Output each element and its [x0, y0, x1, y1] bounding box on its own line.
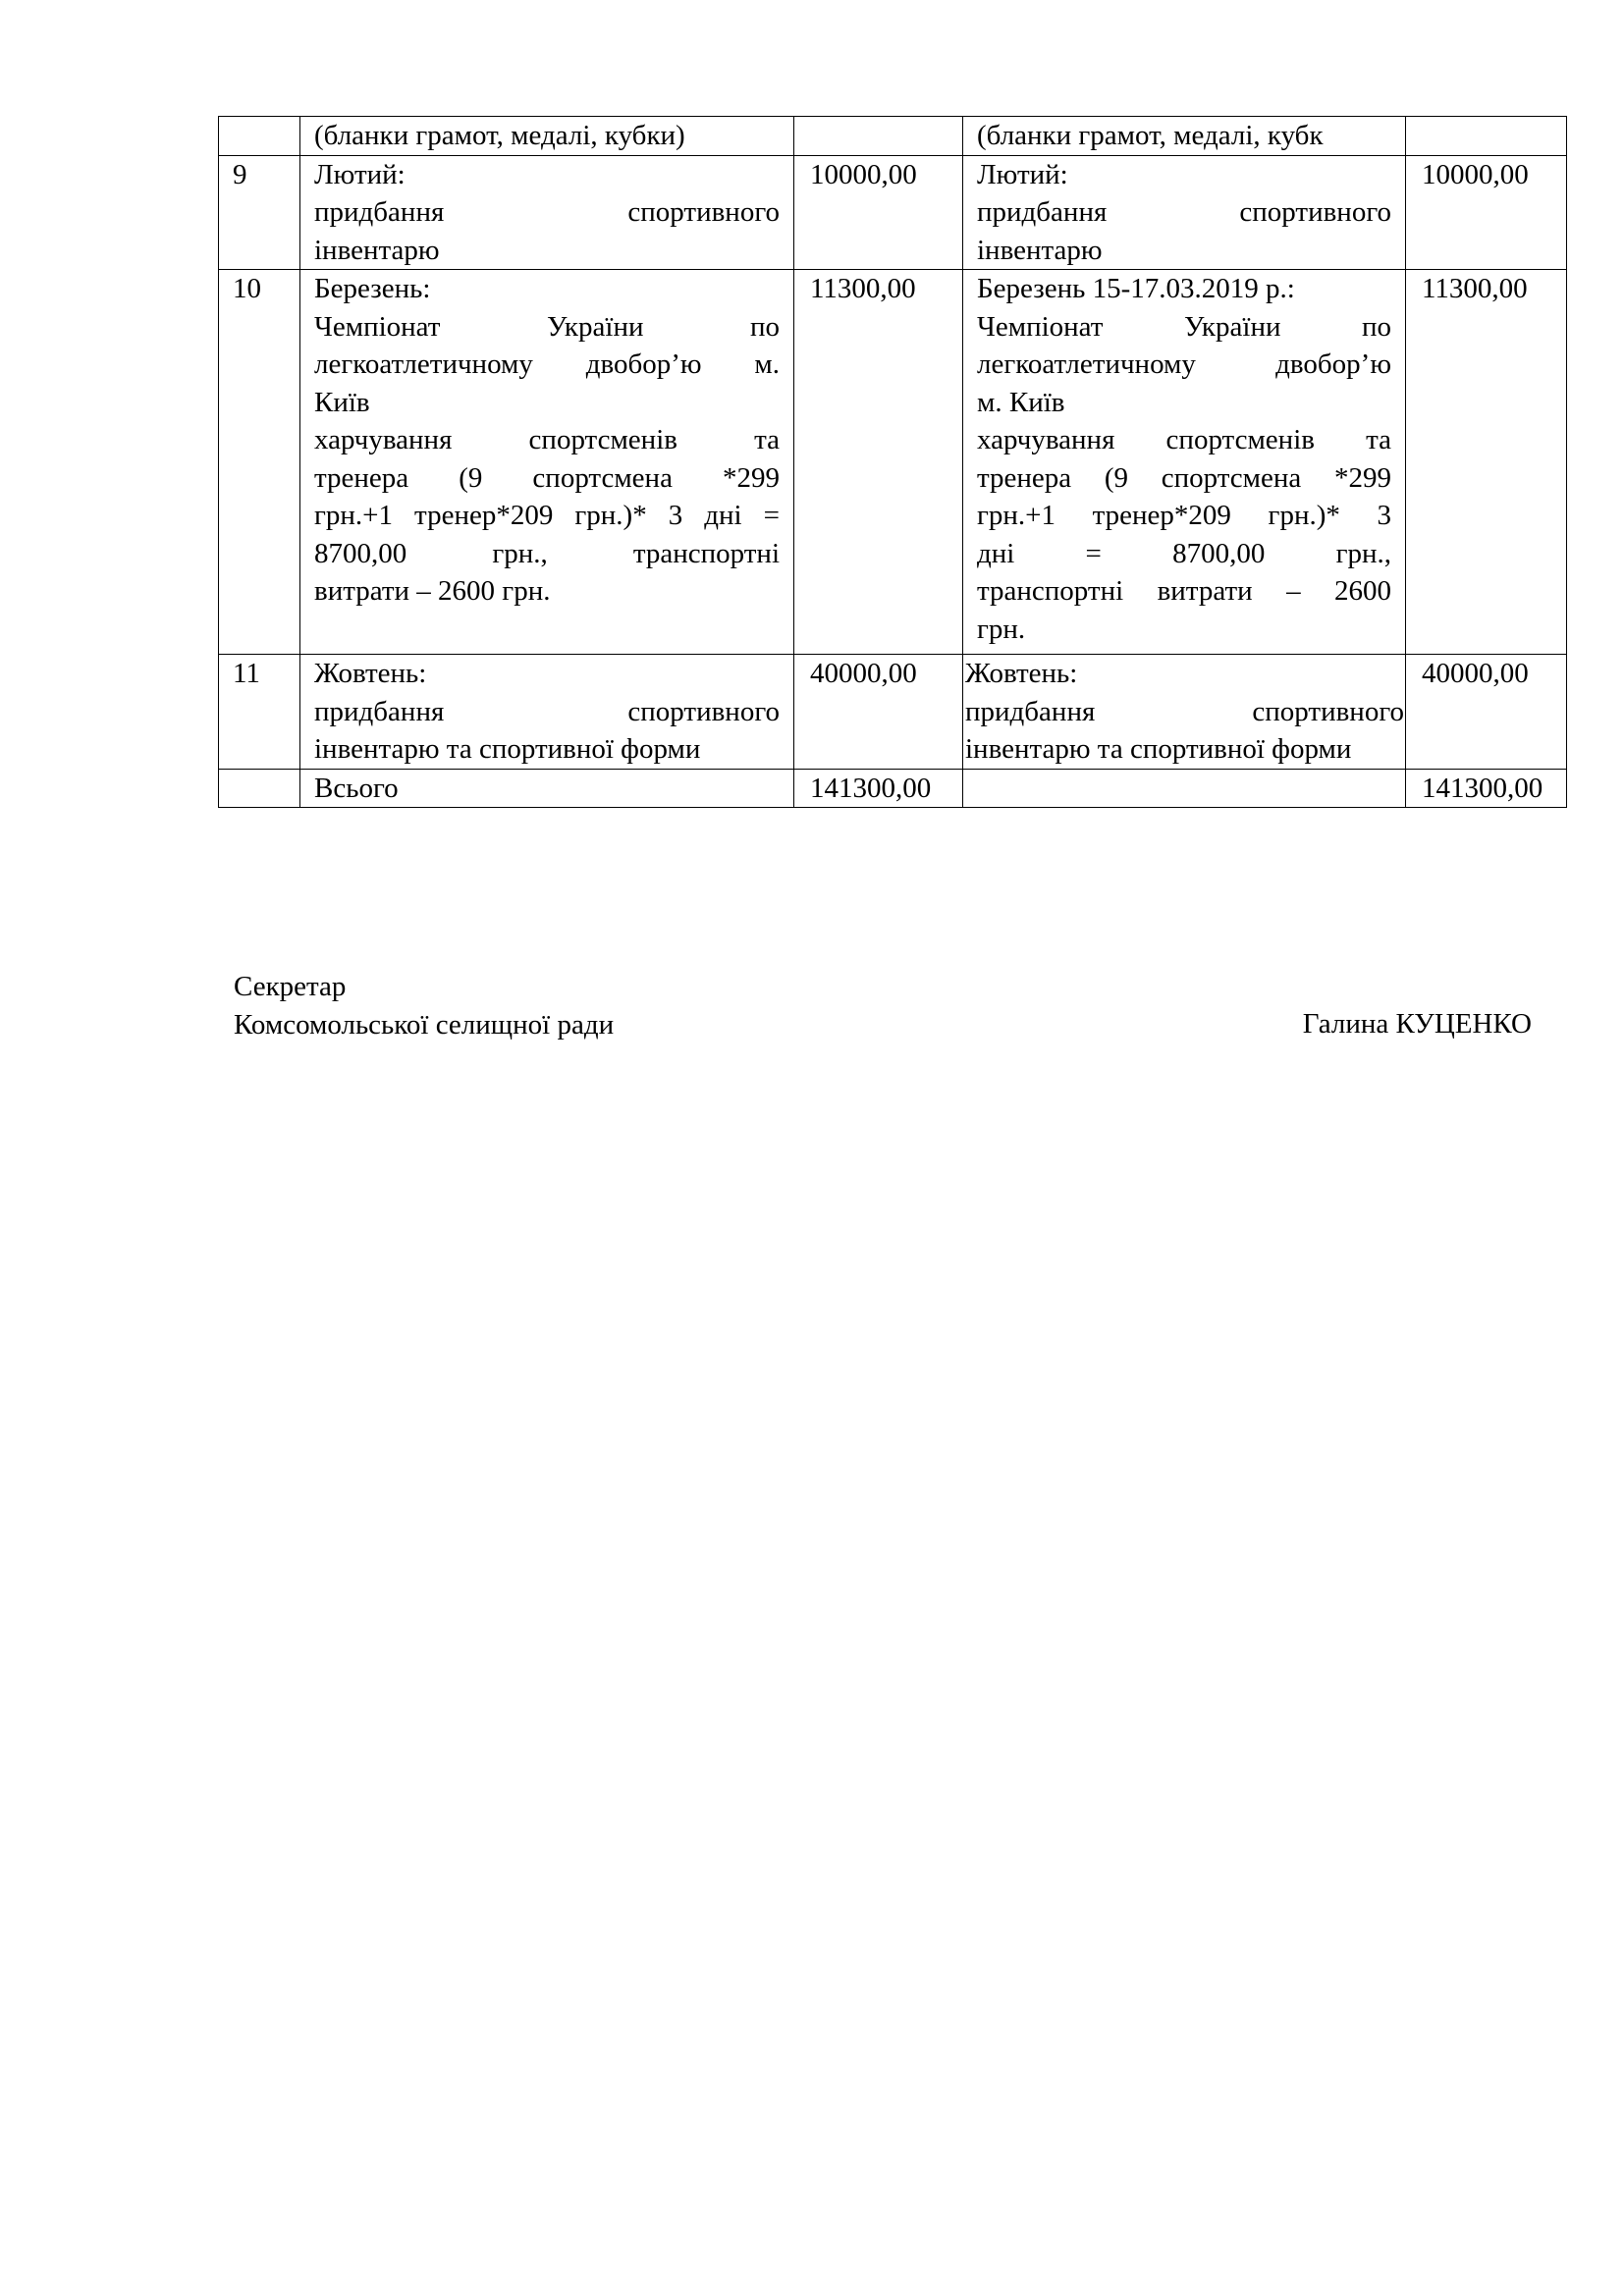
actual-description-cell	[963, 655, 1406, 770]
planned-description-cell	[300, 117, 794, 156]
cell-line: грн.+1 тренер*209 грн.)* 3 дні =	[314, 500, 780, 531]
row-number-cell	[219, 117, 300, 156]
signature-position-line2: Комсомольської селищної ради	[234, 1008, 615, 1041]
table-row	[219, 769, 1567, 808]
cell-line: придбання спортивного	[977, 196, 1391, 228]
row-number-cell	[219, 769, 300, 808]
actual-amount-cell	[1406, 117, 1567, 156]
planned-amount-cell: 10000,00	[794, 155, 963, 270]
table-row	[219, 270, 1567, 655]
cell-line: Київ	[314, 386, 370, 418]
planned-amount-cell: 141300,00	[794, 769, 963, 808]
actual-amount-cell: 141300,00	[1406, 769, 1567, 808]
cell-line: харчування спортсменів та	[314, 424, 780, 455]
cell-line: грн.+1 тренер*209 грн.)* 3	[977, 500, 1391, 531]
row-number-cell: 11	[219, 655, 300, 770]
table-row	[219, 155, 1567, 270]
cell-line: придбання спортивного	[314, 196, 780, 228]
planned-description-cell	[300, 270, 794, 655]
cell-line: 8700,00 грн., транспортні	[314, 537, 780, 569]
cell-line: Лютий:	[977, 158, 1068, 190]
table-body	[219, 117, 1567, 808]
actual-description-cell	[963, 117, 1406, 156]
actual-amount-cell: 10000,00	[1406, 155, 1567, 270]
actual-description-cell	[963, 270, 1406, 655]
cell-line: інвентарю	[314, 234, 440, 266]
cell-line: Всього	[314, 772, 399, 804]
cell-line: Жовтень:	[314, 658, 427, 689]
planned-amount-cell: 40000,00	[794, 655, 963, 770]
cell-line: транспортні витрати – 2600	[977, 575, 1391, 607]
cell-line: Березень:	[314, 273, 431, 304]
cell-line: інвентарю та спортивної форми	[965, 733, 1352, 765]
cell-line: харчування спортсменів та	[977, 424, 1391, 455]
signature-position	[234, 968, 614, 1043]
cell-line: тренера (9 спортсмена *299	[314, 461, 780, 494]
table-row	[219, 655, 1567, 770]
cell-line: м. Київ	[977, 386, 1065, 418]
planned-amount-cell: 11300,00	[794, 270, 963, 655]
signature-name: Галина КУЦЕНКО	[1302, 1008, 1532, 1040]
budget-table	[218, 116, 1567, 808]
cell-line: грн.	[977, 613, 1026, 645]
row-number-cell: 10	[219, 270, 300, 655]
cell-line: тренера (9 спортсмена *299	[977, 461, 1391, 494]
cell-line: Чемпіонат України по	[314, 310, 780, 343]
row-number-cell: 9	[219, 155, 300, 270]
cell-line: легкоатлетичному двобор’ю м.	[314, 348, 780, 380]
cell-line: (бланки грамот, медалі, кубк	[977, 120, 1324, 151]
actual-amount-cell: 40000,00	[1406, 655, 1567, 770]
cell-line: дні = 8700,00 грн.,	[977, 537, 1391, 569]
cell-line: придбання спортивного	[314, 695, 780, 727]
actual-amount-cell: 11300,00	[1406, 270, 1567, 655]
cell-line: (бланки грамот, медалі, кубки)	[314, 120, 685, 151]
signature-position-line1: Секретар	[234, 971, 347, 1002]
cell-line: Березень 15-17.03.2019 р.:	[977, 273, 1295, 304]
cell-line: інвентарю та спортивної форми	[314, 733, 701, 765]
table-row	[219, 117, 1567, 156]
actual-description-cell	[963, 155, 1406, 270]
planned-description-cell	[300, 769, 794, 808]
cell-line: Чемпіонат України по	[977, 310, 1391, 343]
cell-line: інвентарю	[977, 234, 1103, 266]
cell-line: Жовтень:	[965, 658, 1078, 689]
planned-description-cell	[300, 655, 794, 770]
cell-line: витрати – 2600 грн.	[314, 575, 551, 607]
actual-description-cell	[963, 769, 1406, 808]
cell-line: придбання спортивного	[965, 695, 1404, 727]
cell-line: легкоатлетичному двобор’ю	[977, 348, 1391, 380]
planned-amount-cell	[794, 117, 963, 156]
planned-description-cell	[300, 155, 794, 270]
cell-line: Лютий:	[314, 158, 406, 190]
